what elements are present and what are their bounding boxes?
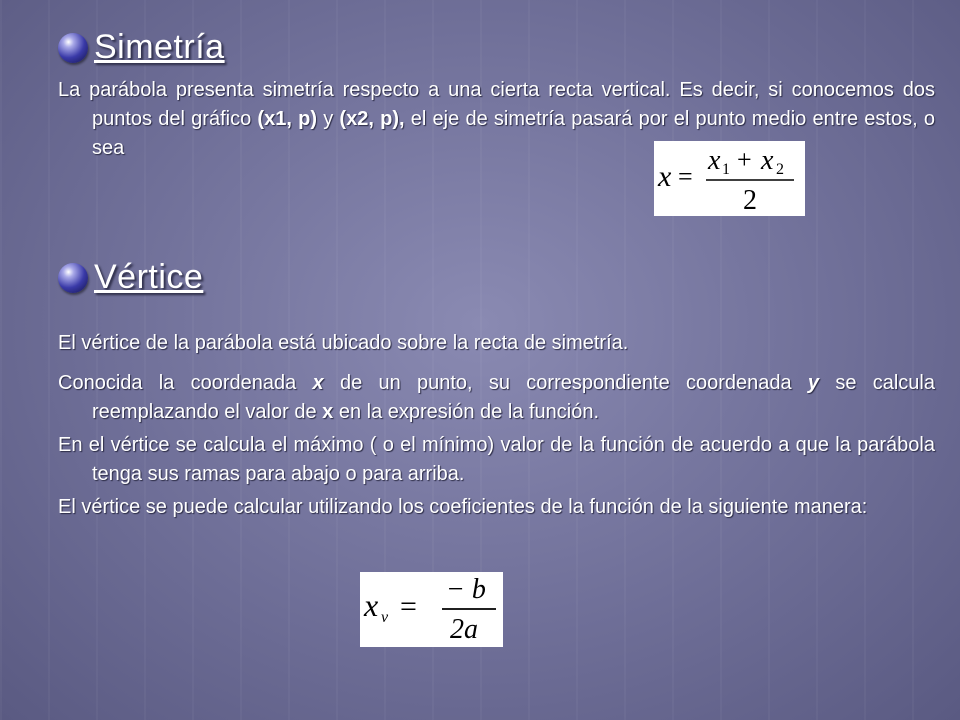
- heading-simetria: [58, 28, 225, 67]
- paragraph-vertice-1: El vértice de la parábola está ubicado sobre la recta de simetría.: [58, 332, 629, 354]
- simetria-text-3: el eje de simetría pasará por el punto medio entre estos, o sea: [92, 108, 935, 159]
- formula1-lhs: x: [658, 160, 672, 193]
- sphere-bullet-icon: [58, 33, 88, 63]
- formula2-numerator: − b: [446, 574, 486, 605]
- vertice-p2-x: x: [312, 372, 324, 394]
- vertice-p2-y: y: [807, 372, 820, 394]
- heading-vertice: [58, 258, 203, 297]
- simetria-text-1: La parábola presenta simetría respecto a una cierta recta vertical. Es decir, si conocemos dos puntos del gráfico: [58, 79, 935, 130]
- vertice-p2-d: en la expresión de la función.: [333, 401, 599, 423]
- formula2-denominator: 2a: [450, 614, 478, 645]
- formula-symmetry-svg: [654, 141, 805, 216]
- vertice-p2-c: se calcula reemplazando el valor de: [92, 372, 935, 423]
- vertice-p2-a: Conocida la coordenada: [58, 372, 313, 394]
- heading-vertice-text: Vértice: [94, 258, 204, 296]
- formula1-plus: +: [737, 145, 752, 174]
- point-2: (x2, p),: [339, 108, 405, 130]
- paragraph-vertice-2: [58, 369, 935, 427]
- vertice-p2-x2: x: [322, 401, 334, 423]
- formula1-equals: =: [678, 162, 693, 191]
- formula2-lhs: x: [364, 587, 379, 623]
- paragraph-vertice-4: El vértice se puede calcular utilizando los coeficientes de la función de la siguiente manera:: [58, 496, 868, 518]
- simetria-text-2: y: [316, 108, 340, 130]
- vertice-p2-b: de un punto, su correspondiente coordenada: [323, 372, 808, 394]
- formula1-sub-a: 1: [722, 161, 730, 178]
- formula-vertex: [360, 572, 503, 647]
- formula1-denominator: 2: [743, 185, 757, 216]
- formula1-num-a: x: [708, 145, 721, 176]
- formula2-equals: =: [400, 590, 417, 623]
- sphere-bullet-icon: [58, 263, 88, 293]
- formula1-sub-b: 2: [776, 161, 784, 178]
- point-1: (x1, p): [257, 108, 317, 130]
- formula1-num-b: x: [761, 145, 774, 176]
- formula-symmetry-axis: [654, 141, 805, 216]
- paragraph-vertice-3: En el vértice se calcula el máximo ( o el mínimo) valor de la función de acuerdo a que la parábola tenga sus ramas para abajo o para arriba.: [58, 434, 935, 485]
- heading-simetria-text: Simetría: [94, 28, 225, 66]
- formula2-sub: v: [381, 609, 389, 626]
- formula-vertex-svg: [360, 572, 503, 647]
